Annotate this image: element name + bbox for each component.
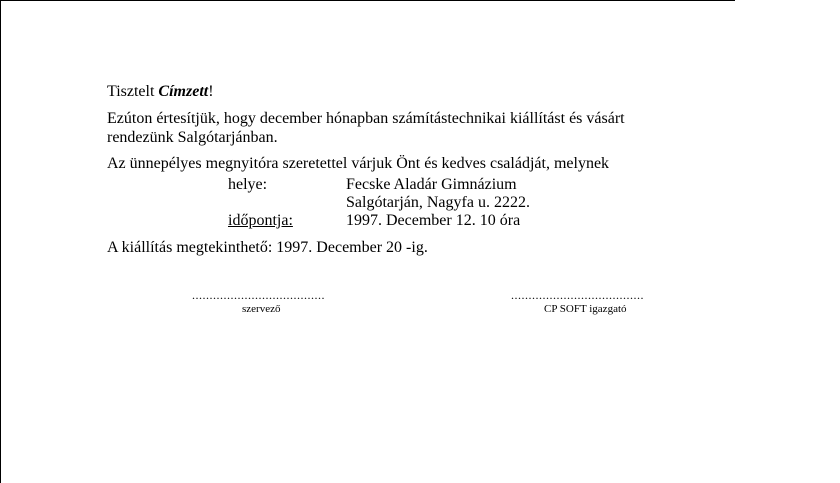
paragraph-line: rendezünk Salgótarjánban. (107, 129, 278, 146)
signature-caption-director: CP SOFT igazgató (544, 303, 627, 315)
paragraph-line: A kiállítás megtekinthető: 1997. December 20 -ig. (107, 239, 428, 256)
salutation-prefix: Tisztelt (107, 83, 159, 100)
signature-line-director: ...................................... (511, 288, 644, 302)
location-value-line2: Salgótarján, Nagyfa u. 2222. (346, 194, 530, 211)
paragraph-exhibition-dates (107, 238, 428, 257)
salutation-suffix: ! (208, 83, 214, 100)
signature-line-organizer: ...................................... (192, 288, 325, 302)
paragraph-line: Az ünnepélyes megnyitóra szeretettel várjuk Önt és kedves családját, melynek (107, 155, 610, 172)
time-label: időpontja: (228, 212, 293, 229)
paragraph-announcement (107, 109, 625, 147)
time-value: 1997. December 12. 10 óra (346, 212, 521, 229)
salutation (107, 82, 214, 101)
paragraph-invitation (107, 154, 609, 173)
paragraph-line: Ezúton értesítjük, hogy december hónapban számítástechnikai kiállítást és vásárt (107, 110, 625, 127)
location-label: helye: (228, 176, 268, 193)
location-value-line1: Fecske Aladár Gimnázium (346, 176, 517, 193)
signature-caption-organizer: szervező (242, 303, 281, 315)
salutation-recipient: Címzett (158, 83, 209, 100)
